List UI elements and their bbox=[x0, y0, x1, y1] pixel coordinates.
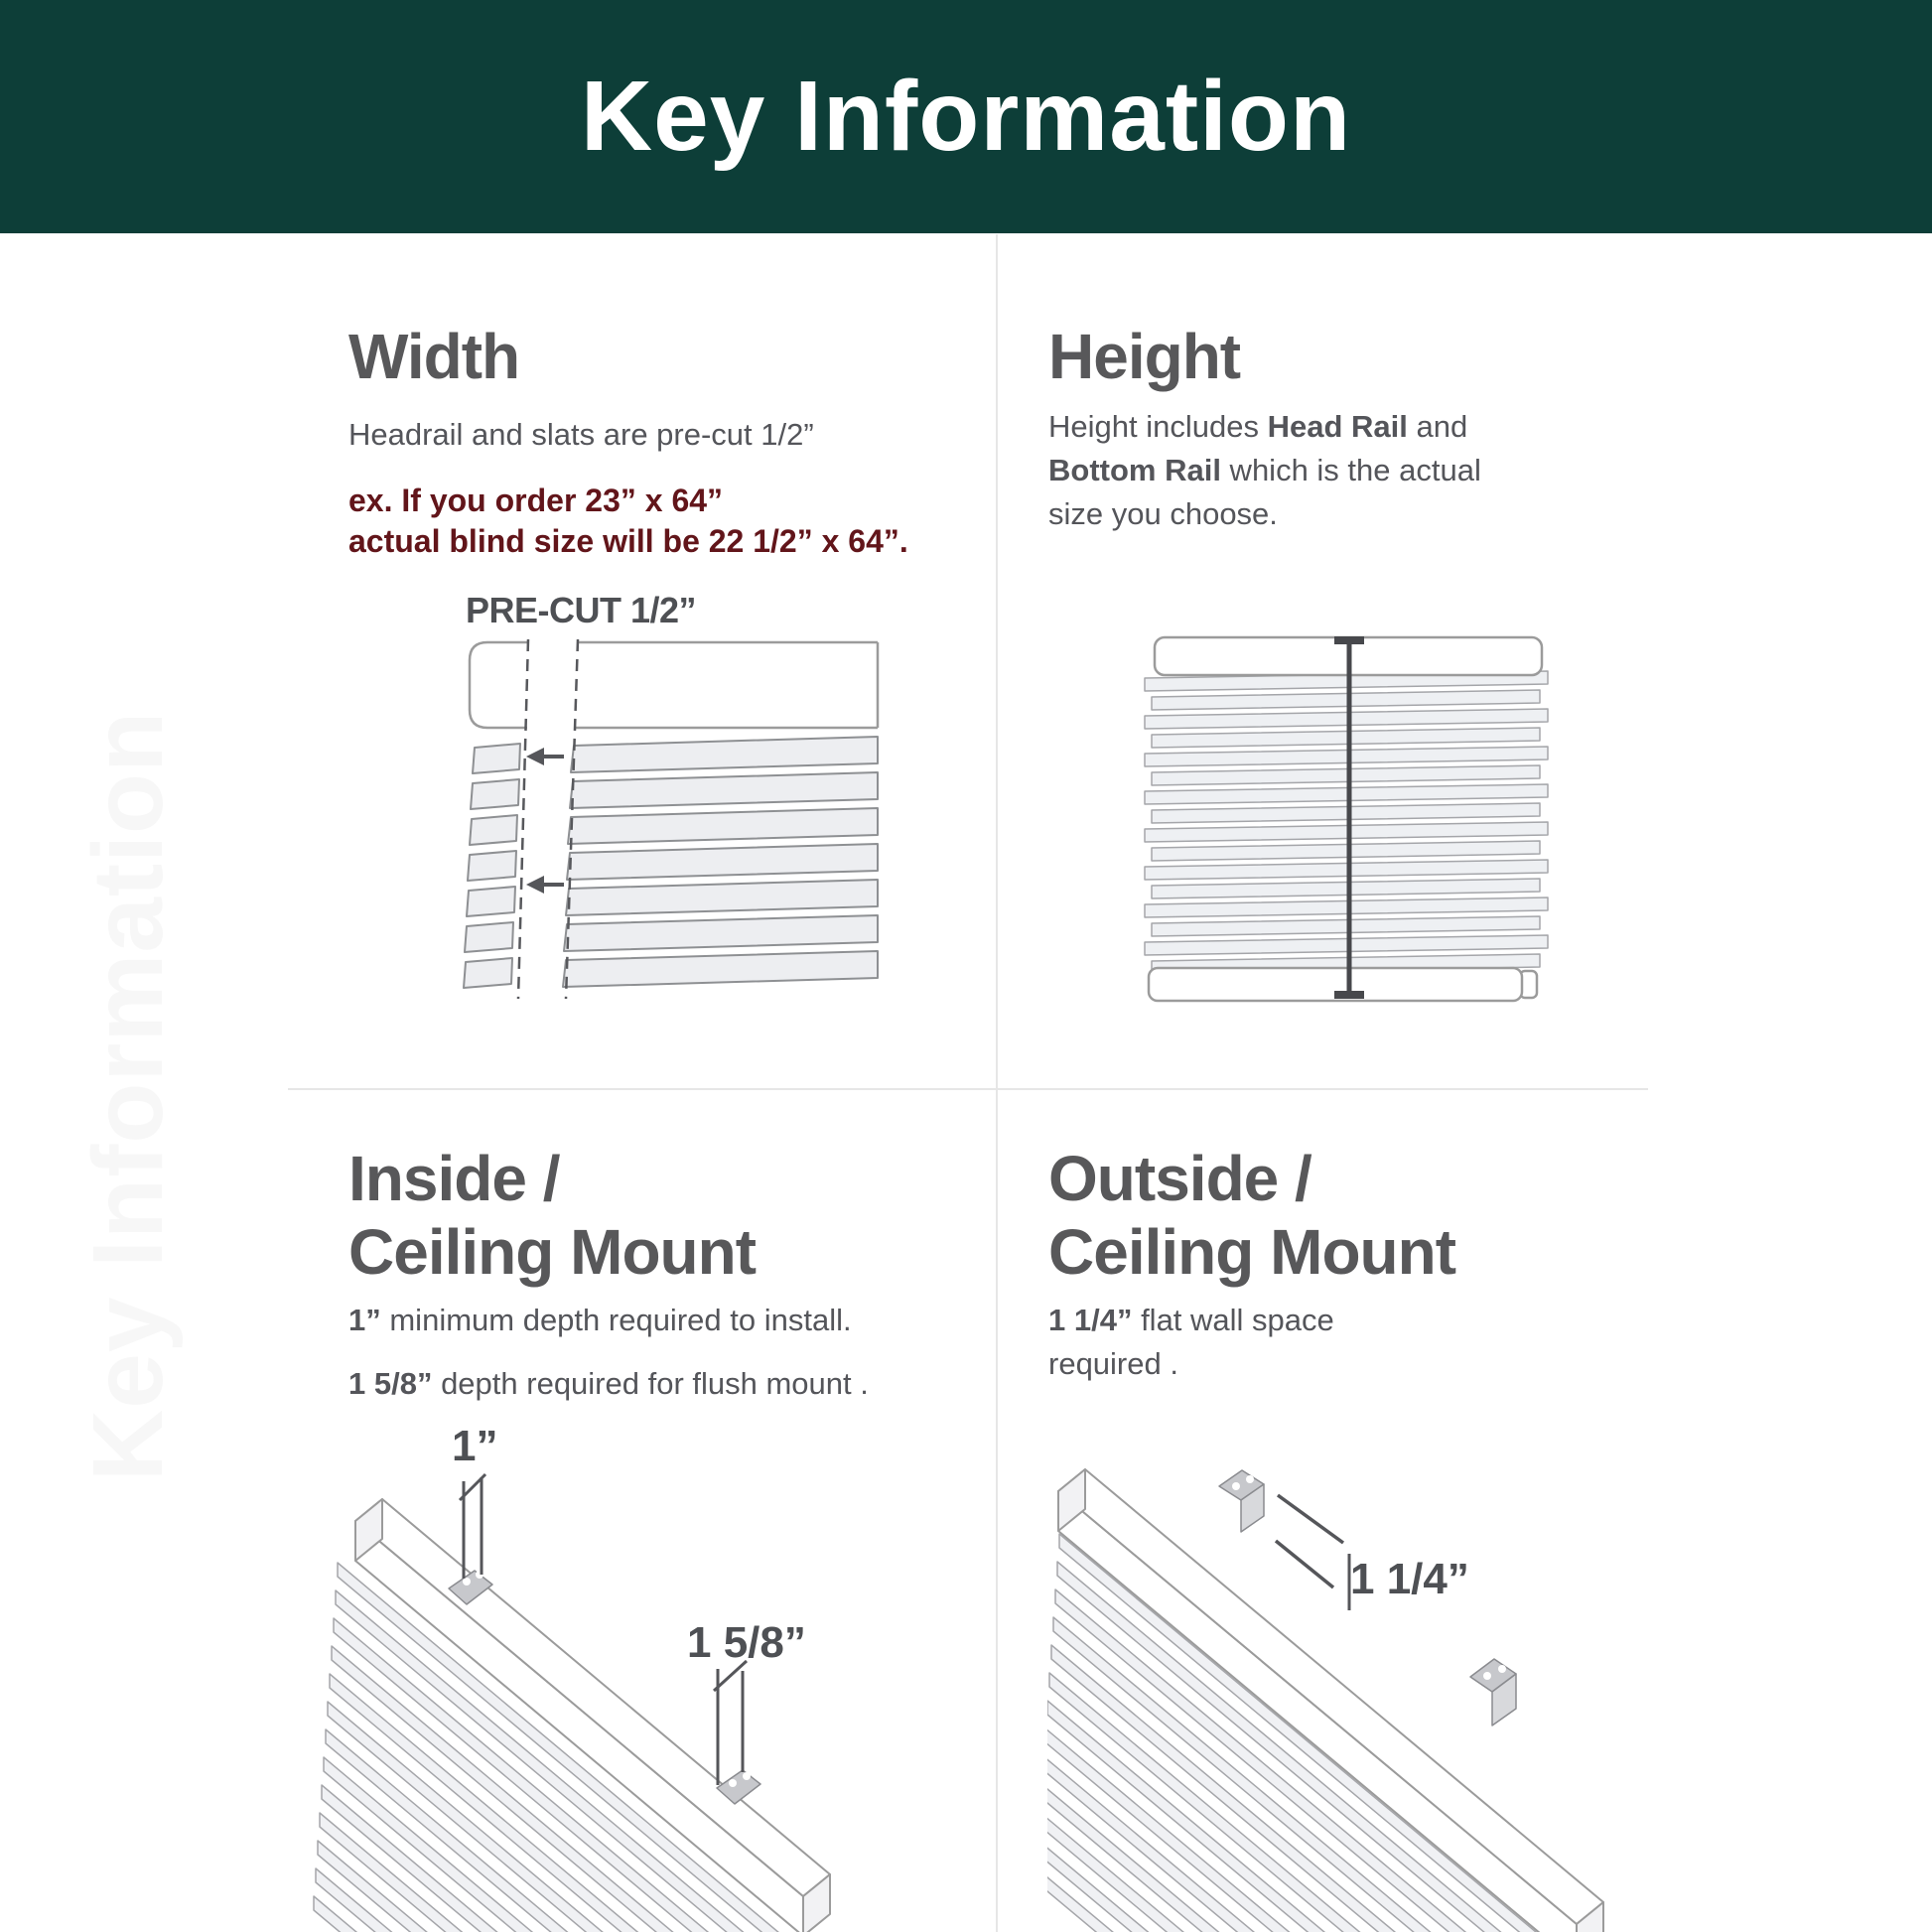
inside-depth-value: 1” bbox=[348, 1303, 381, 1337]
height-diagram bbox=[1137, 627, 1559, 1005]
width-example-line1: ex. If you order 23” x 64” bbox=[348, 483, 724, 518]
inside-depth-text: minimum depth required to install. bbox=[380, 1303, 852, 1337]
inside-title-line1: Inside / bbox=[348, 1143, 560, 1214]
page-title: Key Information bbox=[0, 0, 1932, 233]
blind-slats bbox=[1145, 671, 1548, 974]
measure-lines-one-quarter bbox=[1276, 1495, 1349, 1610]
width-precut-diagram bbox=[369, 635, 886, 1003]
outside-label-one-quarter: 1 1/4” bbox=[1350, 1555, 1469, 1603]
height-body-suffix1: which is the actual bbox=[1220, 453, 1481, 488]
outside-section-title bbox=[1048, 1142, 1455, 1289]
width-example-note bbox=[348, 481, 908, 562]
measure-lines-one-inch bbox=[460, 1474, 485, 1579]
outside-title-line2: Ceiling Mount bbox=[1048, 1216, 1456, 1289]
cut-arrow-top bbox=[526, 748, 564, 765]
height-section-body bbox=[1048, 405, 1515, 536]
inside-flush-text: depth required for flush mount . bbox=[432, 1366, 869, 1401]
inside-mount-diagram bbox=[298, 1465, 913, 1932]
outside-space-text: flat wall space bbox=[1132, 1303, 1334, 1337]
inside-flush-note bbox=[348, 1362, 869, 1406]
inside-label-one-inch: 1” bbox=[452, 1422, 498, 1470]
inside-depth-note bbox=[348, 1299, 852, 1342]
width-example-line2: actual blind size will be 22 1/2” x 64”. bbox=[348, 522, 908, 559]
inside-label-one-five-eighths: 1 5/8” bbox=[687, 1618, 806, 1667]
height-section-title: Height bbox=[1048, 321, 1241, 392]
precut-diagram-label: PRE-CUT 1/2” bbox=[466, 590, 697, 630]
vertical-divider bbox=[996, 234, 998, 1932]
outside-space-text2: required . bbox=[1048, 1346, 1178, 1382]
width-section-title: Width bbox=[348, 321, 520, 392]
height-body-bottomrail: Bottom Rail bbox=[1048, 453, 1221, 488]
inside-flush-value: 1 5/8” bbox=[348, 1366, 433, 1401]
left-cut-slat-strips bbox=[464, 744, 520, 988]
height-body-suffix2: size you choose. bbox=[1048, 496, 1278, 532]
cut-off-headrail-piece bbox=[470, 642, 527, 728]
main-headrail bbox=[574, 642, 878, 728]
measure-lines-one-five-eighths bbox=[714, 1661, 747, 1785]
inside-title-line2: Ceiling Mount bbox=[348, 1216, 757, 1289]
inside-section-title bbox=[348, 1142, 756, 1289]
cut-arrow-bottom bbox=[526, 876, 564, 894]
height-body-mid: and bbox=[1407, 409, 1468, 444]
mount-bracket-upper bbox=[1219, 1470, 1264, 1532]
main-slats bbox=[563, 737, 878, 987]
watermark-text: Key Information bbox=[72, 710, 184, 1481]
width-section-body: Headrail and slats are pre-cut 1/2” bbox=[348, 417, 814, 452]
height-body-headrail: Head Rail bbox=[1267, 409, 1408, 444]
outside-mount-diagram bbox=[1047, 1430, 1683, 1932]
outside-title-line1: Outside / bbox=[1048, 1143, 1311, 1214]
mount-bracket-lower bbox=[1470, 1659, 1516, 1725]
outside-space-value: 1 1/4” bbox=[1048, 1303, 1133, 1337]
horizontal-divider bbox=[288, 1088, 1648, 1090]
height-body-prefix: Height includes bbox=[1048, 409, 1268, 444]
outside-space-note bbox=[1048, 1299, 1334, 1386]
